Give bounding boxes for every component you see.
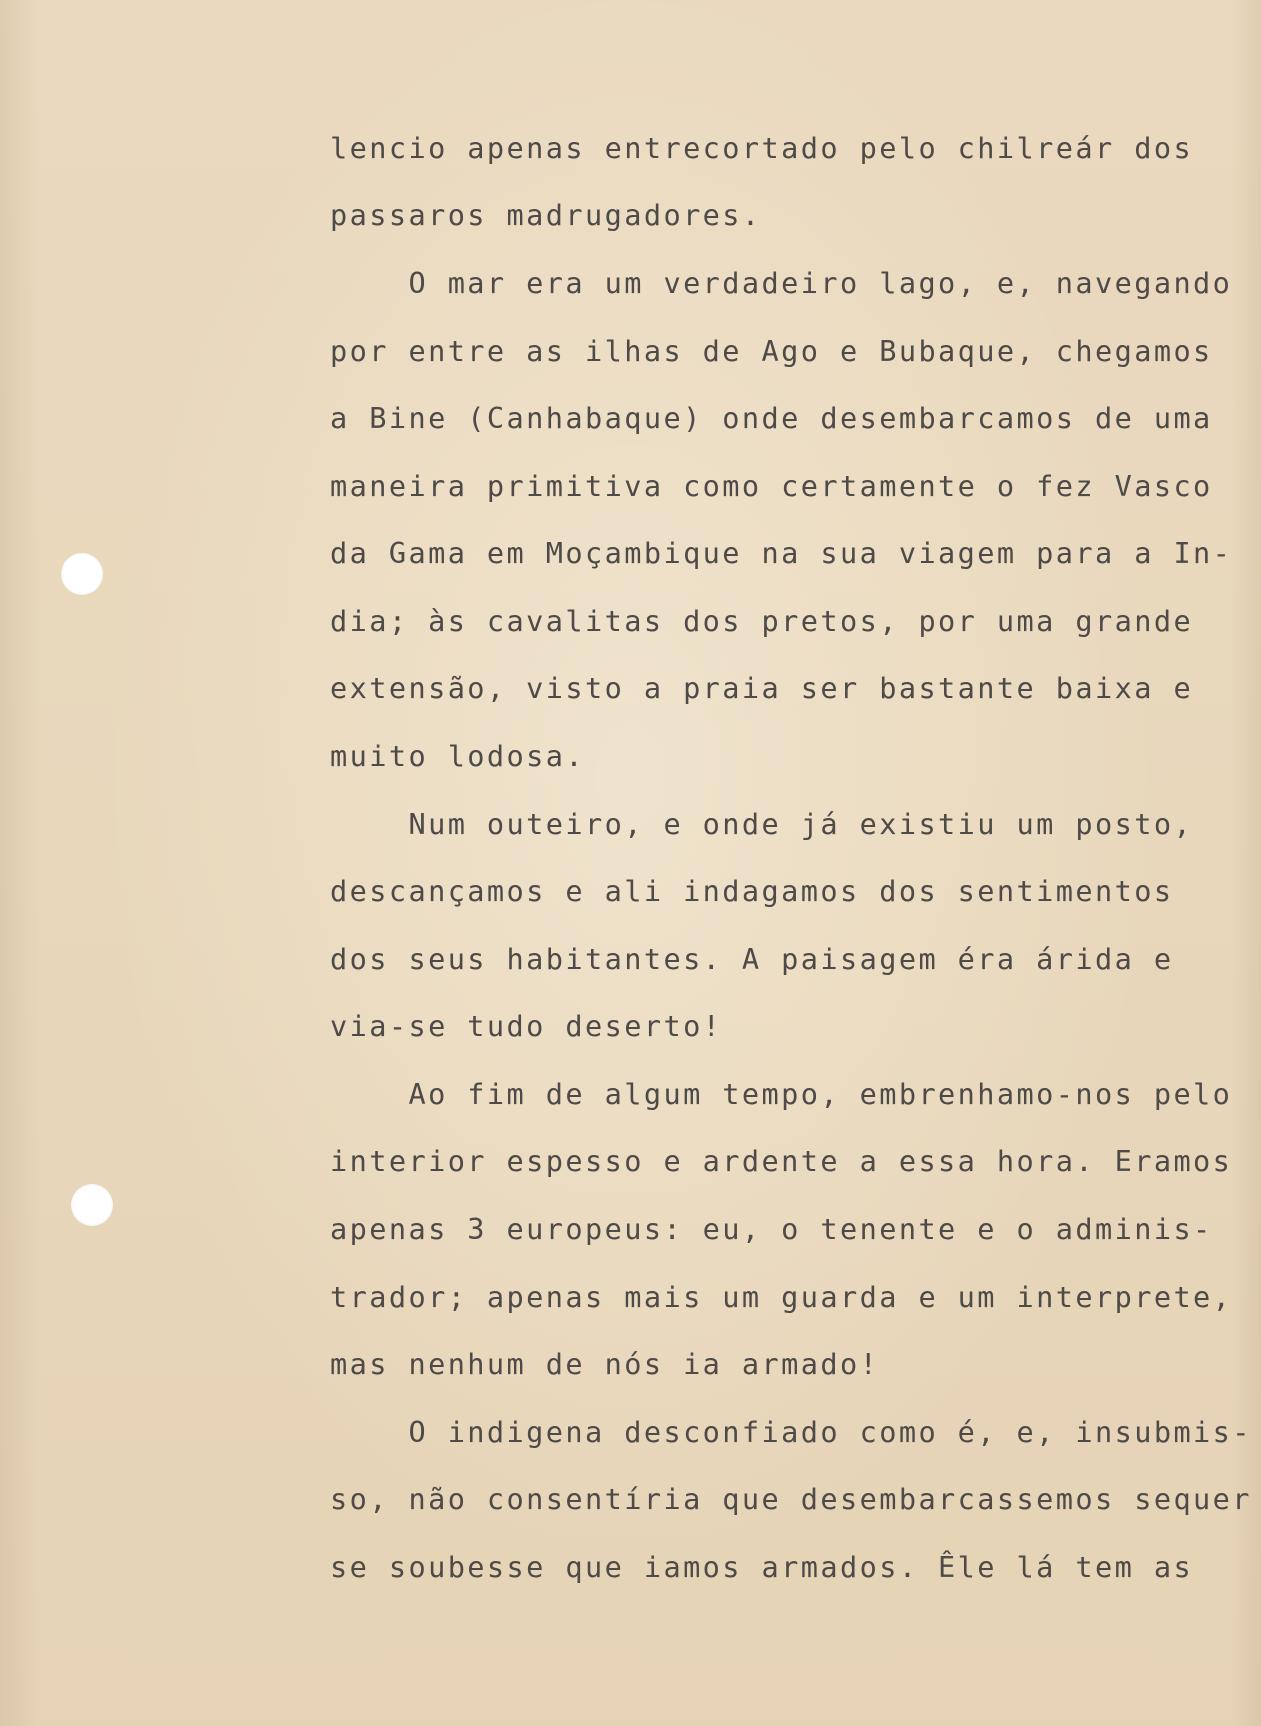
text-line: Num outeiro, e onde já existiu um posto, [330, 807, 1194, 841]
text-line: maneira primitiva como certamente o fez Vasco [330, 469, 1213, 503]
text-line: muito lodosa. [330, 739, 585, 773]
text-line: lencio apenas entrecortado pelo chilreár dos [330, 131, 1194, 165]
text-line: O indigena desconfiado como é, e, insubmis- [330, 1415, 1252, 1449]
text-line: dia; às cavalitas dos pretos, por uma grande [330, 604, 1194, 638]
punch-hole [71, 1184, 113, 1226]
text-line: da Gama em Moçambique na sua viagem para a In- [330, 536, 1233, 570]
text-line: a Bine (Canhabaque) onde desembarcamos de uma [330, 401, 1213, 435]
text-line: so, não consentíria que desembarcassemos sequer [330, 1482, 1252, 1516]
text-line: passaros madrugadores. [330, 198, 762, 232]
text-line: extensão, visto a praia ser bastante baixa e [330, 671, 1194, 705]
text-line: apenas 3 europeus: eu, o tenente e o adminis- [330, 1212, 1213, 1246]
punch-hole [61, 553, 103, 595]
text-line: interior espesso e ardente a essa hora. Eramos [330, 1144, 1233, 1178]
text-line: se soubesse que iamos armados. Êle lá tem as [330, 1550, 1194, 1584]
text-line: por entre as ilhas de Ago e Bubaque, chegamos [330, 334, 1213, 368]
text-line: O mar era um verdadeiro lago, e, navegando [330, 266, 1233, 300]
text-line: descançamos e ali indagamos dos sentimentos [330, 874, 1174, 908]
text-line: dos seus habitantes. A paisagem éra árida e [330, 942, 1174, 976]
text-line: mas nenhum de nós ia armado! [330, 1347, 880, 1381]
text-line: trador; apenas mais um guarda e um interprete, [330, 1280, 1233, 1314]
text-line: via-se tudo deserto! [330, 1009, 723, 1043]
text-line: Ao fim de algum tempo, embrenhamo-nos pelo [330, 1077, 1233, 1111]
